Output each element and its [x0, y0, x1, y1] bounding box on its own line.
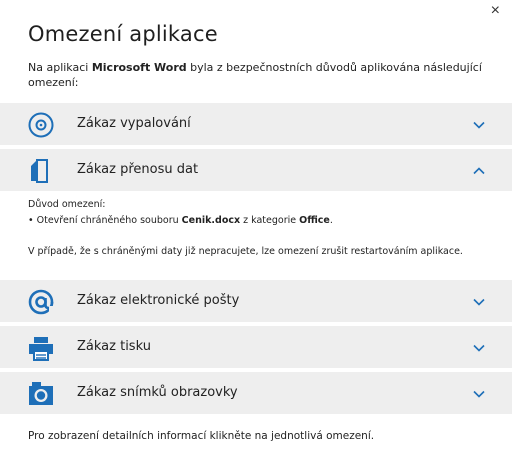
- copy-documents-icon: [27, 157, 55, 185]
- restriction-label: Zákaz vypalování: [77, 116, 191, 131]
- restriction-detail-reason-heading: Důvod omezení:: [28, 199, 106, 210]
- disc-icon: [27, 111, 55, 139]
- chevron-down-icon[interactable]: [472, 295, 486, 309]
- camera-icon: [27, 380, 55, 408]
- restriction-row-print[interactable]: [0, 326, 512, 368]
- printer-icon: [27, 334, 55, 362]
- app-name: Microsoft Word: [91, 61, 187, 74]
- close-icon[interactable]: ×: [490, 2, 500, 19]
- footer-hint: Pro zobrazení detailních informací klikněte na jednotlivá omezení.: [28, 430, 375, 442]
- restriction-label: Zákaz snímků obrazovky: [77, 385, 238, 400]
- dialog-title: Omezení aplikace: [28, 22, 218, 46]
- restriction-detail-bullet: • Otevření chráněného souboru Cenik.docx z kategorie Office.: [28, 215, 333, 226]
- chevron-down-icon[interactable]: [472, 341, 486, 355]
- file-name: Cenik.docx: [181, 215, 241, 226]
- dialog-intro: Na aplikaci Microsoft Word byla z bezpečnostních důvodů aplikována následující omezení:: [28, 61, 482, 89]
- restriction-row-burning[interactable]: [0, 103, 512, 145]
- category-name: Office: [299, 215, 330, 226]
- restriction-detail-note: V případě, že s chráněnými daty již nepracujete, lze omezení zrušit restartováním aplikace.: [28, 246, 463, 257]
- restriction-label: Zákaz elektronické pošty: [77, 293, 240, 308]
- chevron-up-icon[interactable]: [472, 164, 486, 178]
- restriction-row-data-transfer[interactable]: [0, 149, 512, 191]
- chevron-down-icon[interactable]: [472, 118, 486, 132]
- at-sign-icon: [27, 288, 55, 316]
- chevron-down-icon[interactable]: [472, 387, 486, 401]
- restriction-row-email[interactable]: [0, 280, 512, 322]
- restriction-label: Zákaz přenosu dat: [77, 162, 199, 177]
- restriction-row-screenshots[interactable]: [0, 372, 512, 414]
- restriction-label: Zákaz tisku: [77, 339, 151, 354]
